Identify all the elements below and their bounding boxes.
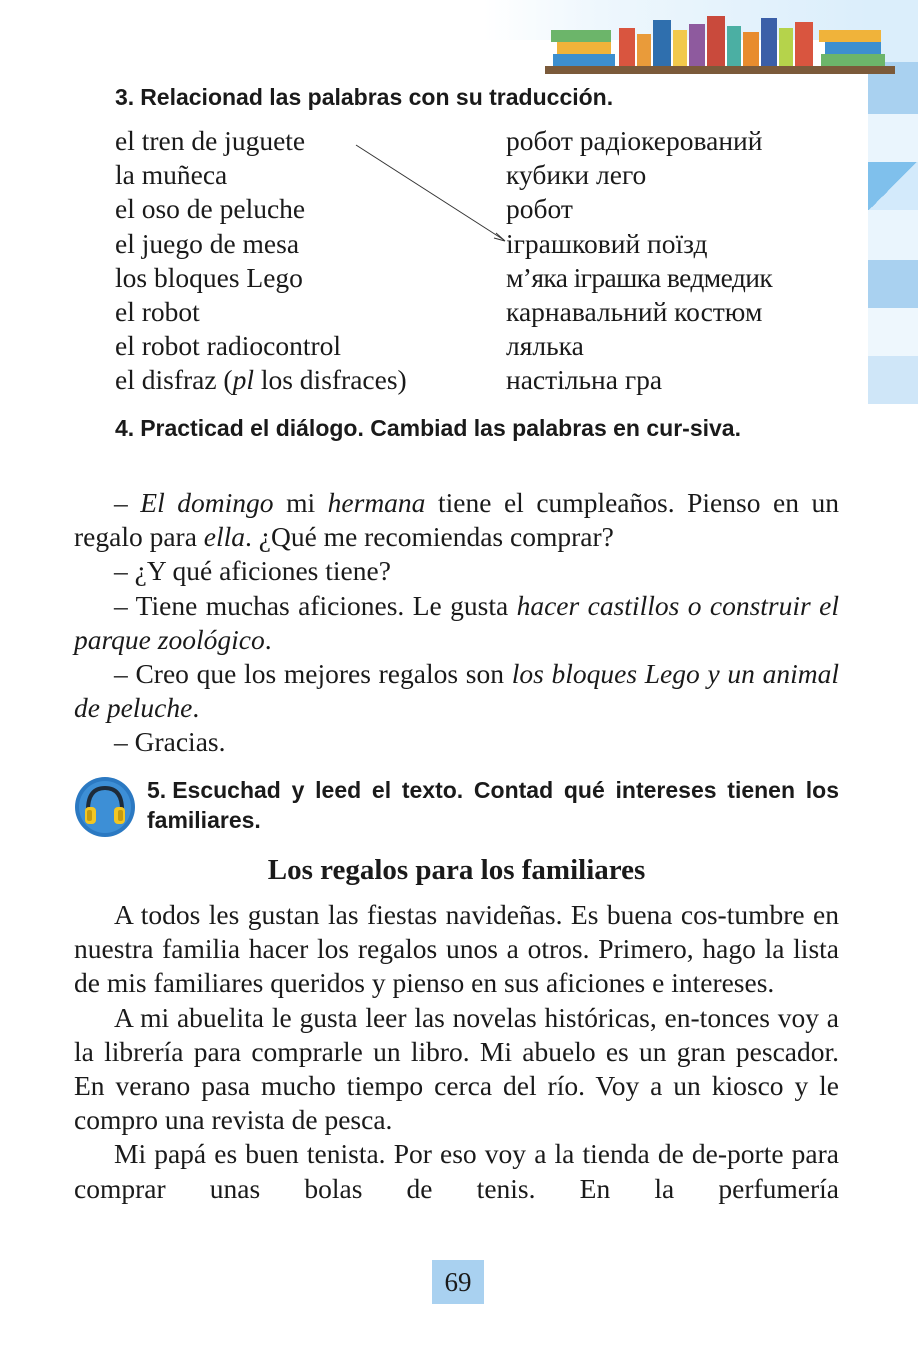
exercise-instruction: Relacionad las palabras con su traducción.: [140, 84, 614, 110]
dialog-text: .: [192, 692, 200, 724]
dialog-italic: hermana: [327, 487, 426, 518]
dialog-text: . ¿Qué me recomiendas comprar?: [245, 521, 614, 553]
dialog-block: [74, 486, 839, 760]
ukrainian-word: м’яка іграшка ведмедик: [506, 261, 773, 293]
reading-text: [74, 898, 839, 1206]
example-match-line: [0, 0, 918, 300]
decor-tile: [868, 356, 918, 404]
plural-abbrev: pl: [232, 364, 254, 396]
exercise-5-heading: [147, 775, 839, 835]
exercise-number: 5.: [147, 777, 167, 803]
dialog-italic: los bloques Lego y un animal de peluche: [74, 658, 839, 724]
spanish-word: la muñeca: [115, 159, 228, 191]
dialog-line: – Gracias.: [114, 726, 226, 758]
ukrainian-word: настільна гра: [506, 364, 663, 396]
dialog-text: – Tiene muchas aficiones. Le gusta: [114, 589, 517, 621]
spanish-word: el tren de juguete: [115, 125, 306, 156]
spanish-word: el robot: [115, 296, 200, 328]
ukrainian-word: кубики лего: [506, 159, 647, 191]
ukrainian-word: іграшковий поїзд: [506, 227, 708, 259]
reading-paragraph: A todos les gustan las fiestas navideñas. Es buena cos-tumbre en nuestra familia hacer los regalos unos a otros. Primero, hago la lista de mis familiares queridos y pienso en sus aficiones e intereses.: [74, 899, 839, 999]
dialog-line: – ¿Y qué aficiones tiene?: [114, 555, 391, 587]
dialog-text: – Creo que los mejores regalos son: [114, 658, 512, 690]
dialog-line: [74, 657, 839, 725]
dialog-text: tiene el cumpleaños. Pienso en un regalo para: [74, 487, 840, 553]
reading-title: Los regalos para los familiares: [267, 854, 646, 886]
dialog-italic: ella: [203, 521, 246, 553]
decor-tile: [868, 308, 918, 356]
reading-paragraph: Mi papá es buen tenista. Por eso voy a la tienda de de-porte para comprar unas bolas de tenis. En la perfumería: [74, 1138, 839, 1204]
dialog-text: mi: [273, 487, 328, 518]
spanish-word: [115, 363, 495, 397]
spanish-word-part: los disfraces): [253, 364, 407, 396]
exercise-4-heading: [115, 413, 840, 443]
page-number-text: 69: [444, 1266, 472, 1297]
reading-paragraph: A mi abuelita le gusta leer las novelas históricas, en-tonces voy a la librería para comprarle un libro. Mi abuelo es un gran pescador. En verano pasa mucho tiempo cerca del río. Voy a un kiosco y le compro una revista de pesca.: [74, 1001, 839, 1136]
spanish-word: el juego de mesa: [115, 227, 300, 259]
dialog-italic: El domingo: [140, 487, 274, 518]
ukrainian-word: лялька: [506, 330, 584, 362]
spanish-word-part: el disfraz (: [115, 364, 233, 396]
spanish-word: los bloques Lego: [115, 261, 303, 293]
dialog-text: .: [264, 623, 272, 655]
headphones-icon[interactable]: [74, 776, 136, 838]
exercise-instruction: Practicad el diálogo. Cambiad las palabras en cur-siva.: [140, 415, 741, 441]
page-number: [432, 1260, 484, 1304]
dialog-line: [74, 589, 839, 657]
spanish-word: el oso de peluche: [115, 193, 306, 225]
ukrainian-word: робот радіокерований: [506, 125, 763, 156]
dialog-text: –: [114, 487, 141, 518]
ukrainian-word: карнавальний костюм: [506, 296, 763, 328]
exercise-instruction: Escuchad y leed el texto. Contad qué intereses tienen los familiares.: [147, 777, 839, 833]
ukrainian-word: робот: [506, 193, 573, 225]
dialog-line: [74, 486, 839, 554]
dialog-italic: hacer castillos o construir el parque zoológico: [74, 589, 839, 655]
exercise-number: 4.: [115, 415, 135, 441]
exercise-number: 3.: [115, 84, 135, 110]
spanish-word: el robot radiocontrol: [115, 330, 342, 362]
